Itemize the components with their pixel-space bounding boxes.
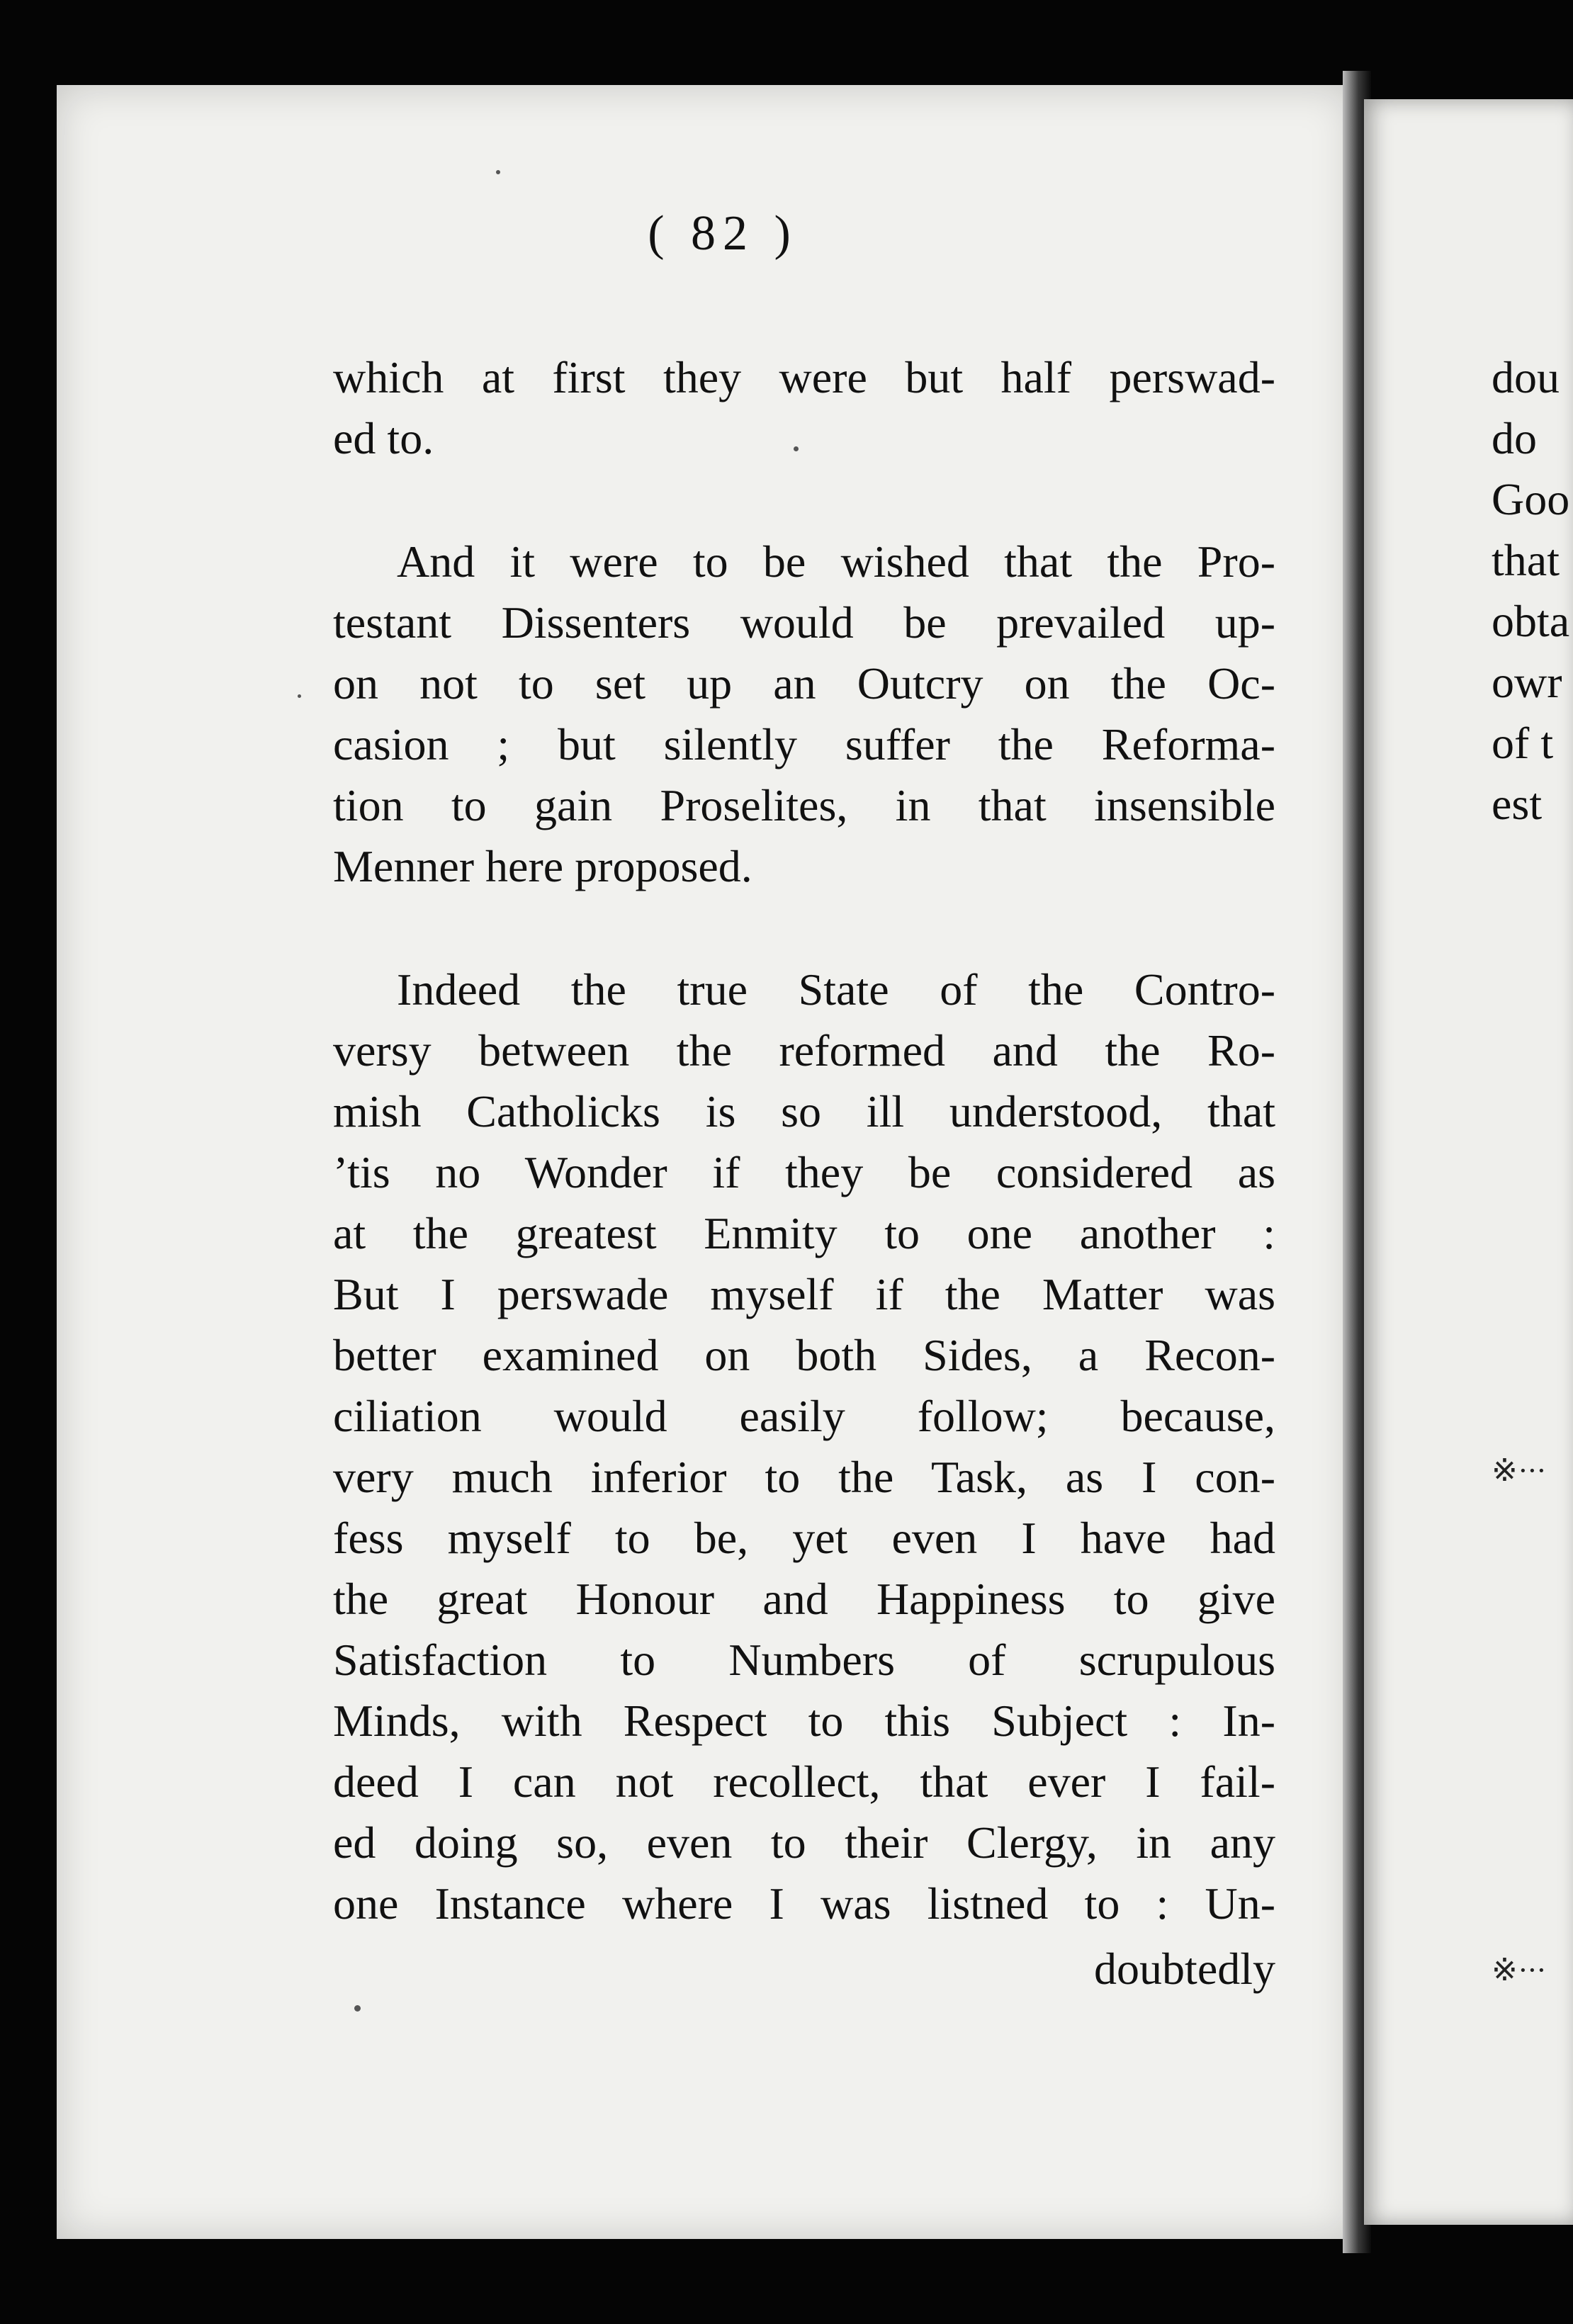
text-line: Menner here proposed. — [333, 841, 752, 891]
text-line: ed doing so, even to their Clergy, in any — [333, 1817, 1275, 1868]
text-line: mish Catholicks is so ill understood, that — [333, 1086, 1275, 1136]
text-line: ’tis no Wonder if they be considered as — [333, 1147, 1275, 1197]
text-line: ciliation would easily follow; because, — [333, 1391, 1275, 1441]
facing-line: Goo — [1492, 474, 1570, 524]
page-number: ( 82 ) — [648, 206, 798, 261]
text-line: one Instance where I was listned to : Un- — [333, 1878, 1275, 1929]
paper-speck — [354, 2005, 361, 2012]
ornament-icon: ※∙∙∙ — [1492, 1953, 1547, 1987]
text-line: versy between the reformed and the Ro- — [333, 1025, 1275, 1076]
text-line: deed I can not recollect, that ever I fail- — [333, 1756, 1275, 1807]
paragraph — [333, 531, 1275, 897]
text-line: Satisfaction to Numbers of scrupulous — [333, 1635, 1275, 1685]
text-line: at the greatest Enmity to one another : — [333, 1208, 1275, 1258]
text-line: very much inferior to the Task, as I con- — [333, 1452, 1275, 1502]
facing-line: of t — [1492, 718, 1554, 768]
facing-line: do — [1492, 413, 1537, 463]
text-line: tion to gain Proselites, in that insensible — [333, 780, 1275, 830]
body-text — [333, 347, 1275, 1999]
facing-page-text — [1492, 347, 1573, 835]
text-line: which at first they were but half perswad- — [333, 352, 1275, 402]
catchword: doubtedly — [1094, 1944, 1275, 1994]
ornament-icon: ※∙∙∙ — [1492, 1453, 1547, 1488]
text-line: But I perswade myself if the Matter was — [333, 1269, 1275, 1319]
text-line: casion ; but silently suffer the Reforma- — [333, 719, 1275, 769]
paragraph — [333, 347, 1275, 469]
text-line: better examined on both Sides, a Recon- — [333, 1330, 1275, 1380]
text-line: on not to set up an Outcry on the Oc- — [333, 658, 1275, 709]
paper-speck — [496, 170, 500, 174]
paper-speck — [298, 694, 301, 698]
text-line: Minds, with Respect to this Subject : In- — [333, 1696, 1275, 1746]
facing-line: owr — [1492, 657, 1562, 707]
text-line: fess myself to be, yet even I have had — [333, 1513, 1275, 1563]
text-line: And it were to be wished that the Pro- — [397, 536, 1275, 587]
facing-line: obta — [1492, 596, 1570, 646]
facing-line: dou — [1492, 352, 1560, 402]
paragraph — [333, 959, 1275, 1999]
text-line: ed to. — [333, 413, 434, 463]
facing-line: that — [1492, 535, 1560, 585]
text-line: the great Honour and Happiness to give — [333, 1574, 1275, 1624]
text-line: testant Dissenters would be prevailed up- — [333, 597, 1275, 648]
text-line: Indeed the true State of the Contro- — [397, 964, 1275, 1015]
facing-line: est — [1492, 779, 1543, 829]
